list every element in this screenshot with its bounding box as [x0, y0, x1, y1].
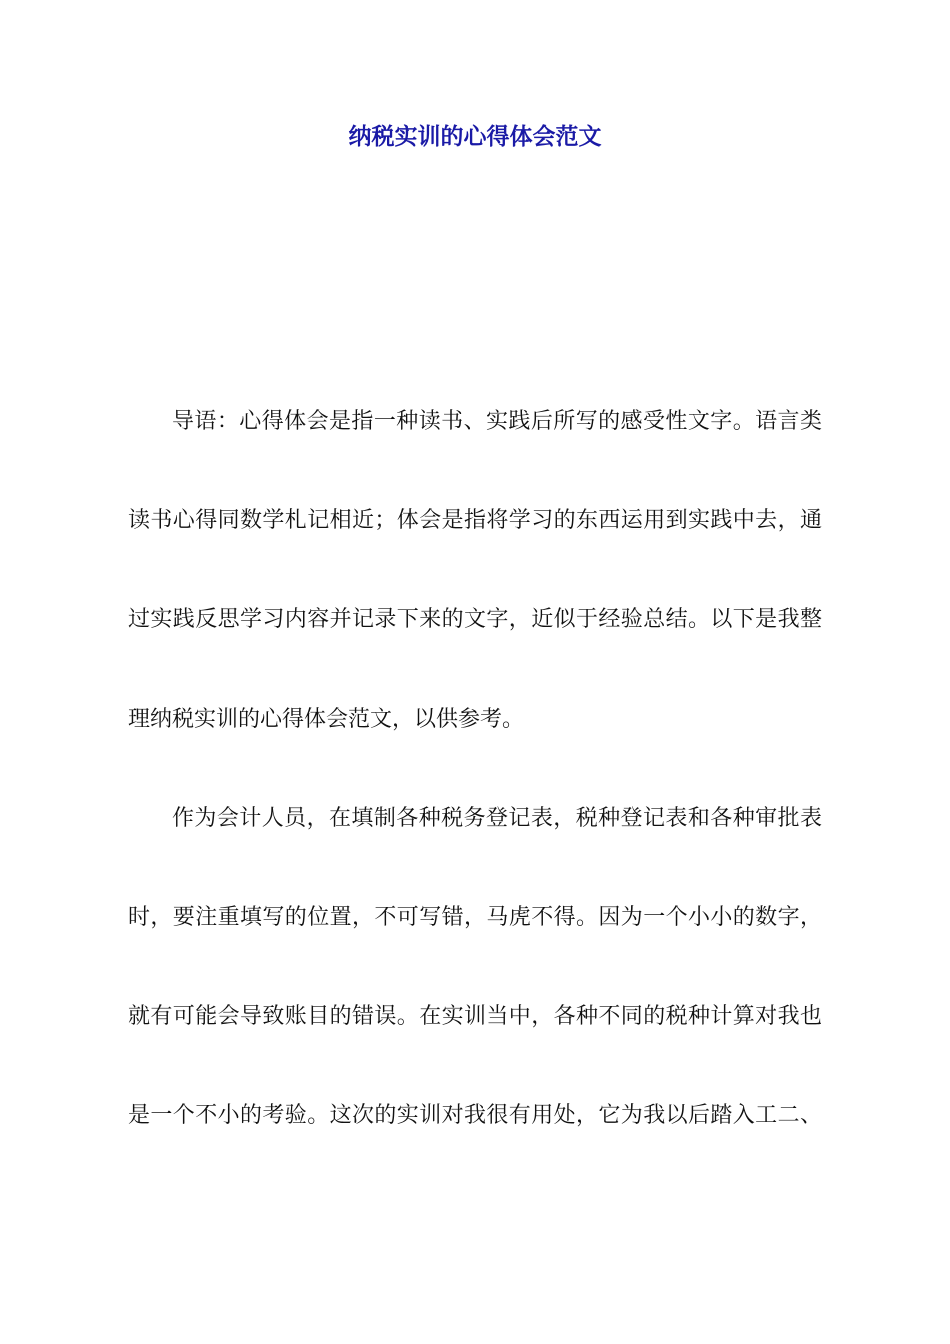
- paragraph-line: 过实践反思学习内容并记录下来的文字，近似于经验总结。以下是我整: [128, 607, 822, 633]
- paragraph-line: 理纳税实训的心得体会范文，以供参考。: [128, 706, 525, 732]
- blank-line: [128, 744, 822, 794]
- paragraph-line: 时，要注重填写的位置，不可写错，马虎不得。因为一个小小的数字，: [128, 904, 822, 930]
- document-body: [128, 397, 822, 1141]
- paragraph-line: 作为会计人员，在填制各种税务登记表，税种登记表和各种审批表: [172, 805, 822, 831]
- paragraph-line: 就有可能会导致账目的错误。在实训当中，各种不同的税种计算对我也: [128, 1004, 822, 1030]
- blank-line: [128, 645, 822, 695]
- blank-line: [128, 843, 822, 893]
- paragraph-line: 是一个不小的考验。这次的实训对我很有用处，它为我以后踏入工二、: [128, 1103, 822, 1129]
- paragraph-line: 导语：心得体会是指一种读书、实践后所写的感受性文字。语言类: [172, 409, 822, 434]
- blank-line: [128, 546, 822, 596]
- blank-line: [128, 943, 822, 993]
- document-title: 纳税实训的心得体会范文: [348, 124, 602, 150]
- paragraph-line: 读书心得同数学札记相近；体会是指将学习的东西运用到实践中去，通: [128, 508, 822, 534]
- blank-line: [128, 1042, 822, 1092]
- blank-line: [128, 447, 822, 497]
